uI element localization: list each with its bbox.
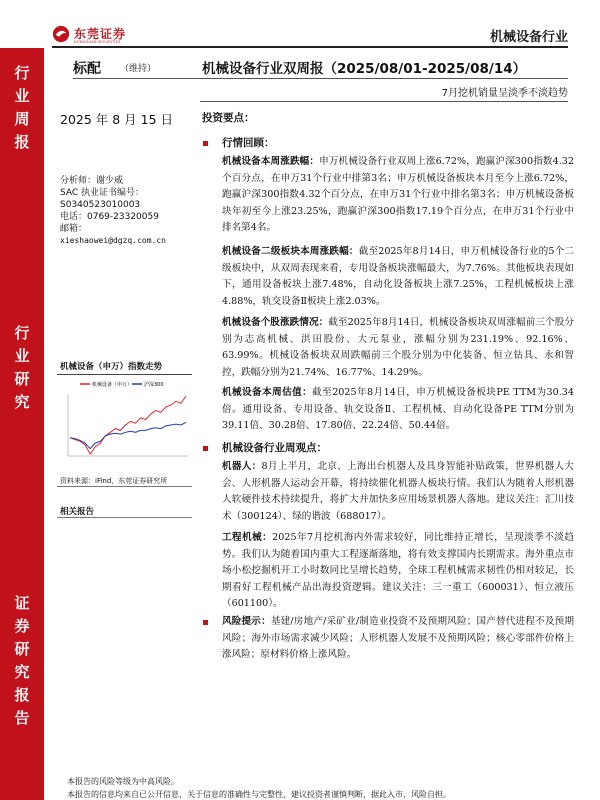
report-title: 机械设备行业双周报（2025/08/01-2025/08/14） [202, 61, 527, 77]
rating-maintain: （维持） [120, 64, 157, 74]
key-points-heading: 投资要点： [202, 112, 255, 124]
footer-risk-level: 本报告的风险等级为中高风险。 [67, 777, 179, 786]
paragraph-risk [222, 614, 574, 664]
paragraph-valuation [222, 385, 574, 435]
legend-label-series1: 机械设备（申万） [92, 382, 133, 388]
chart-source-divider [57, 486, 192, 487]
paragraph-heading: 机械设备本周估值： [222, 387, 313, 398]
sector-name: 机械设备行业 [489, 30, 568, 45]
paragraph-body: 申万机械设备行业双周上涨6.72%，跑赢沪深300指数4.32个百分点，在申万31个行业中排第3名；申万机械设备板块本月至今上涨6.72%，跑赢沪深300指数4.32个百分点，在申万31个行业中排名第3名；申万机械设备板块年初至今上涨23.25%，跑赢沪深300指数17.19个百分点，在申万31个行业中排名第4名。 [222, 156, 574, 234]
logo-mark-icon [52, 25, 70, 43]
paragraph-heading: 机械设备个股涨跌情况： [222, 317, 329, 328]
paragraph-heading: 机械设备二级板块本周涨跌幅： [222, 246, 359, 257]
paragraph-heading: 机器人： [222, 461, 262, 472]
analyst-phone: 电话：0769-23320059 [60, 212, 159, 222]
review-heading: 行情回顾： [222, 137, 275, 149]
analyst-sac-number: S0340523010003 [60, 200, 141, 210]
logo-text: 东莞证券 [74, 27, 127, 41]
report-date: 2025 年 8 月 15 日 [60, 112, 174, 127]
chart-legend [80, 381, 164, 388]
paragraph-heading: 工程机械： [222, 532, 273, 543]
bullet-icon [203, 141, 208, 146]
bullet-icon [203, 446, 208, 451]
header-divider [52, 46, 568, 48]
paragraph-construction [222, 530, 574, 613]
paragraph-subsector-change [222, 244, 574, 310]
sidebar-label-weekly: 行 业 周 报 [14, 64, 30, 151]
company-logo [52, 22, 152, 46]
legend-label-series2: 沪深300 [144, 382, 164, 388]
footer-disclaimer: 本报告的信息均来自已公开信息，关于信息的准确性与完整性，建议投资者谨慎判断，据此入市，风险自担。 [67, 790, 451, 799]
analyst-email[interactable]: xieshaowei@dgzq.com.cn [60, 236, 166, 245]
chart-divider [57, 374, 192, 375]
analyst-sac-label: SAC 执业证书编号： [60, 188, 145, 198]
paragraph-heading: 机械设备本周涨跌幅： [222, 156, 320, 167]
analyst-email-label: 邮箱： [60, 224, 88, 234]
series-line-2 [70, 422, 186, 448]
paragraph-robots [222, 459, 574, 525]
paragraph-body: 2025年7月挖机海内外需求较好，同比维持正增长，呈现淡季不淡趋势。我们认为随着国内重大工程逐渐落地，将有效支撑国内长期需求。海外重点市场小松挖掘机开工小时数同比呈增长趋势，全球工程机械需求韧性仍相对较足，长期看好工程机械产品出海投资逻辑。建议关注：三一重工（600031）、恒立液压（601100）。 [222, 532, 574, 610]
report-subtitle: 7月挖机销量呈淡季不淡趋势 [441, 88, 568, 99]
paragraph-body: 8月上半月，北京、上海出台机器人及具身智能补贴政策，世界机器人大会、人形机器人运动会开幕，将持续催化机器人板块行情。我们认为随着人形机器人软硬件技术持续提升，将扩大并加快多应用场景机器人落地。建议关注：汇川技术（300124）、绿的谐波（688017）。 [222, 461, 574, 522]
paragraph-heading: 风险提示： [222, 616, 271, 627]
paragraph-body: 截至2025年8月14日，机械设备板块双周涨幅前三个股分别为志高机械、洪田股份、大元泵业，涨幅分别为231.19%、92.16%、63.99%。机械设备板块双周跌幅前三个股分别为中化装备、恒立钻具、永和智控，跌幅分别为21.74%、16.77%、14.29%。 [222, 317, 574, 378]
chart-source: 资料来源：iFind，东莞证券研究所 [60, 477, 168, 485]
rating-label: 标配 [73, 61, 101, 77]
index-chart [58, 378, 193, 473]
view-heading: 机械设备行业周观点： [222, 442, 327, 454]
paragraph-index-change [222, 154, 574, 237]
paragraph-body: 截至2025年8月14日，申万机械设备行业的5个二级板块中，从双周表现来看，专用设备板块涨幅最大，为7.76%。其他板块表现如下，通用设备板块上涨7.48%，自动化设备板块上涨7.25%，工程机械板块上涨4.88%，轨交设备Ⅱ板块上涨2.03%。 [222, 246, 574, 307]
paragraph-body: 基建/房地产/采矿业/制造业投资不及预期风险；国产替代进程不及预期风险；海外市场需求减少风险；人形机器人发展不及预期风险；核心零部件价格上涨风险；原材料价格上涨风险。 [222, 616, 575, 661]
logo-english-text: DONGGUAN SECURITIES [74, 40, 121, 44]
chart-title: 机械设备（申万）指数走势 [60, 362, 163, 372]
analyst-name: 分析师：谢少威 [60, 176, 124, 186]
bullet-icon [203, 620, 208, 625]
sidebar-label-securities: 证 券 研 究 报 告 [14, 594, 30, 727]
related-reports-heading: 相关报告 [60, 507, 95, 517]
sidebar-label-research: 行 业 研 究 [14, 324, 30, 411]
related-divider [57, 517, 192, 518]
paragraph-body: 截至2025年8月14日，申万机械设备板块PE TTM为30.34倍。通用设备、专用设备、轨交设备Ⅱ、工程机械、自动化设备PE TTM分别为39.11倍、30.28倍、17.80倍、22.24倍、50.44倍。 [222, 387, 575, 432]
subtitle-divider [200, 101, 568, 102]
paragraph-stock-change [222, 315, 574, 381]
analyst-info [60, 175, 166, 247]
title-divider [73, 78, 568, 79]
